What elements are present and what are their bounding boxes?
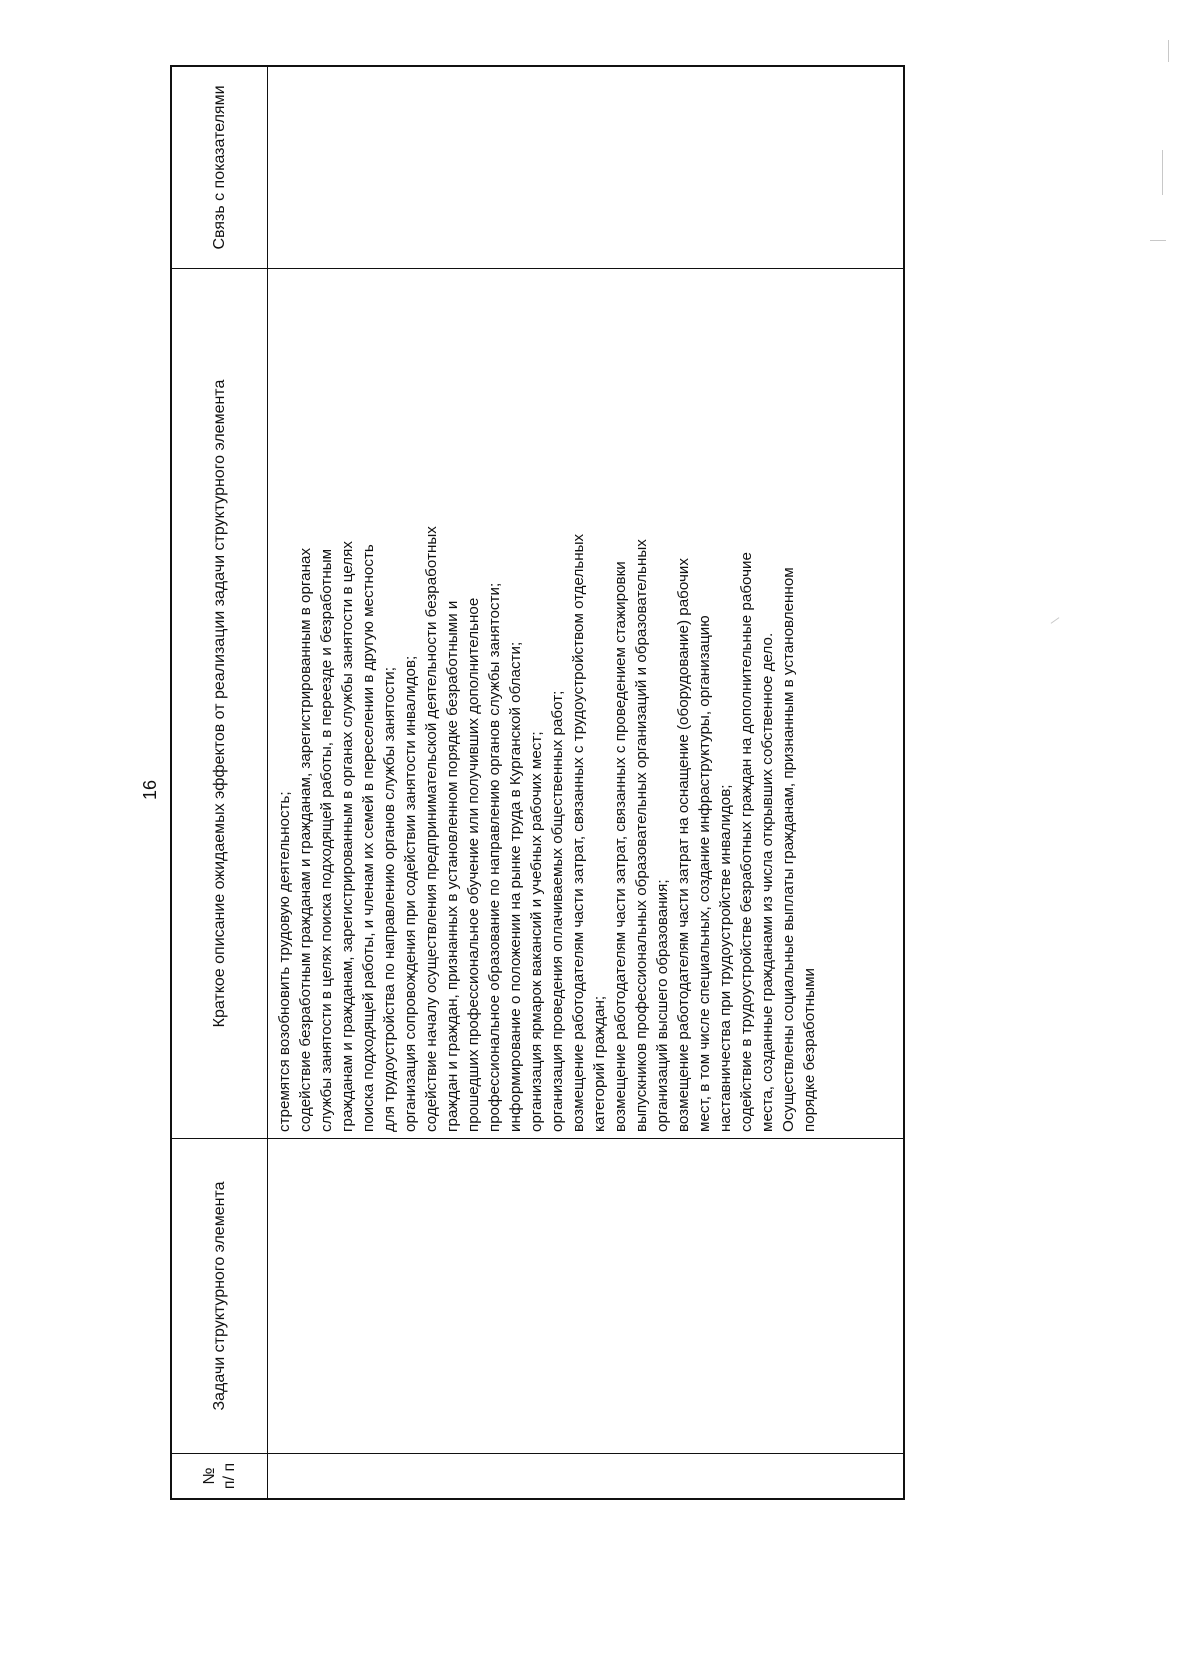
cell-link xyxy=(268,67,903,268)
description-line: возмещение работодателям части затрат, связанных с проведением стажировки xyxy=(612,561,629,1132)
header-task: Задачи структурного элемента xyxy=(172,1138,267,1453)
cell-num xyxy=(268,1453,903,1498)
table-header-row xyxy=(172,67,268,1498)
table-container xyxy=(170,65,905,1500)
description-line: порядке безработными xyxy=(801,967,818,1132)
description-line: возмещение работодателям части затрат, связанных с трудоустройством отдельных xyxy=(570,533,587,1132)
description-line: профессиональное образование по направлению органов службы занятости; xyxy=(486,582,503,1132)
description-line: Осуществлены социальные выплаты гражданам, признанным в установленном xyxy=(780,567,797,1132)
page-number: 16 xyxy=(140,779,160,801)
program-table xyxy=(170,65,905,1500)
description-line: для трудоустройства по направлению органов службы занятости; xyxy=(381,667,398,1132)
header-num: № п/ п xyxy=(172,1453,267,1498)
description-line: категорий граждан; xyxy=(591,995,608,1132)
description-line: организация проведения оплачиваемых общественных работ; xyxy=(549,690,566,1132)
description-line: возмещение работодателям части затрат на оснащение (оборудование) рабочих xyxy=(675,558,692,1132)
header-link: Связь с показателями xyxy=(210,85,228,250)
scan-speck xyxy=(1051,617,1060,624)
description-line: организация сопровождения при содействии занятости инвалидов; xyxy=(402,655,419,1132)
table-row xyxy=(268,67,903,1498)
scan-speck xyxy=(1150,240,1166,241)
description-line: мест, в том числе специальных, создание инфраструктуры, организацию xyxy=(696,615,713,1132)
description-line: службы занятости в целях поиска подходящей работы, в переезде и безработным xyxy=(318,548,335,1132)
scan-speck xyxy=(1162,150,1163,195)
description-line: прошедших профессиональное обучение или получивших дополнительное xyxy=(465,597,482,1132)
description-line: поиска подходящей работы, и членам их семей в переселении в другую местность xyxy=(360,544,377,1132)
description-text xyxy=(268,269,822,1138)
description-line: выпускников профессиональных образовательных организаций и образовательных xyxy=(633,539,650,1132)
scan-speck xyxy=(1168,40,1169,62)
description-line: информирование о положении на рынке труда в Курганской области; xyxy=(507,641,524,1132)
description-line: граждан и граждан, признанных в установленном порядке безработными и xyxy=(444,600,461,1132)
description-line: организаций высшего образования; xyxy=(654,879,671,1132)
description-line: содействие безработным гражданам и гражданам, зарегистрированным в органах xyxy=(297,547,314,1132)
description-line: содействие началу осуществления предпринимательской деятельности безработных xyxy=(423,526,440,1132)
description-line: содействие в трудоустройстве безработных граждан на дополнительные рабочие xyxy=(738,552,755,1132)
header-description: Краткое описание ожидаемых эффектов от реализации задачи структурного элемента xyxy=(172,268,267,1138)
cell-description xyxy=(268,268,903,1138)
description-line: места, созданные гражданами из числа открывших собственное дело. xyxy=(759,632,776,1132)
description-line: гражданам и гражданам, зарегистрированным в органах службы занятости в целях xyxy=(339,541,356,1132)
description-line: стремятся возобновить трудовую деятельность; xyxy=(276,791,293,1132)
description-line: наставничества при трудоустройстве инвалидов; xyxy=(717,784,734,1132)
cell-task xyxy=(268,1138,903,1453)
description-line: организация ярмарок вакансий и учебных рабочих мест; xyxy=(528,731,545,1132)
